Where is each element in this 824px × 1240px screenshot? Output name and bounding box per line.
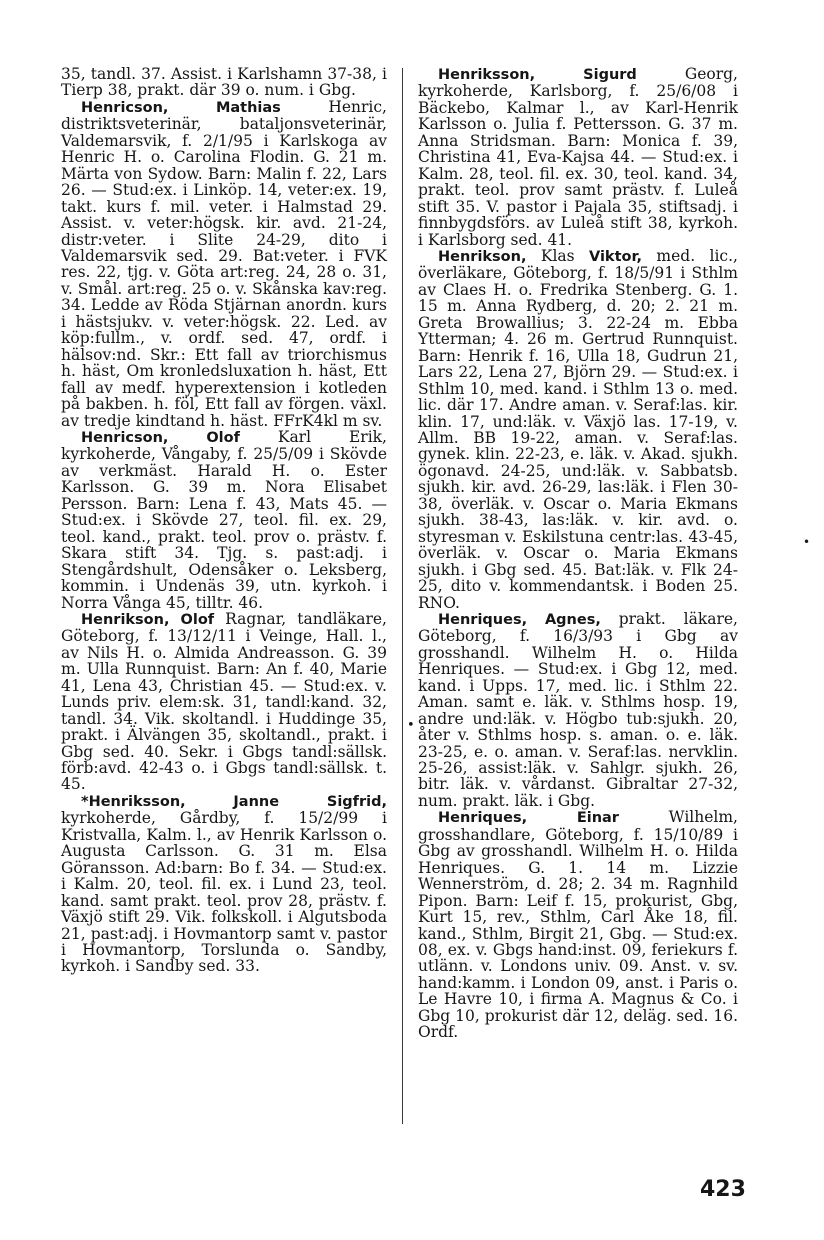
entry-given-name: Janne Sigfrid, [233, 793, 387, 810]
entry-henricson-mathias [61, 99, 387, 429]
entry-given-name: Sigurd [583, 67, 637, 83]
entry-body: Ragnar, tandläkare, Göteborg, f. 13/12/11 i Veinge, Hall. l., av Nils H. o. Almida Andreasson. G. 39 m. Ulla Runnquist. Barn: An f. 40, Marie 41, Lena 43, Christian 45. — Stud:ex. v. Lunds priv. elem:sk. 31, tandl:kand. 32, tandl. 34. Vik. skoltandl. i Huddinge 35, prakt. i Älvängen 35, skoltandl., prakt. i Gbg sed. 40. Sekr. i Gbgs tandl:sällsk. förb:avd. 42-43 o. i Gbgs tandl:sällsk. t. 45. [61, 609, 387, 794]
entry-body: kyrkoherde, Gårdby, f. 15/2/99 i Kristvalla, Kalm. l., av Henrik Karlsson o. Augusta Carlsson. G. 31 m. Elsa Göransson. Ad:barn: Bo f. 34. — Stud:ex. i Kalm. 20, teol. fil. ex. i Lund 23, teol. kand. samt prakt. teol. prov 28, prästv. f. Växjö stift 29. Vik. folkskoll. i Algutsboda 21, past:adj. i Hovmantorp samt v. pastor i Hovmantorp, Torslunda o. Sandby, kyrkoh. i Sandby sed. 33. [61, 809, 387, 976]
entry-given-name: Agnes, [544, 611, 601, 628]
entry-henrikson-olof [61, 611, 387, 793]
entry-henrikson-viktor [418, 248, 738, 611]
right-column [418, 66, 738, 1041]
entry-body: Karl Erik, kyrkoherde, Vångaby, f. 25/5/09 i Skövde av verkmäst. Harald H. o. Ester Karlsson. G. 39 m. Nora Elisabet Persson. Barn: Lena f. 43, Mats 45. — Stud:ex. i Skövde 27, teol. fil. ex. 29, teol. kand., prakt. teol. prov o. prästv. f. Skara stift 34. Tjg. s. past:adj. i Stengårdshult, Odensåker o. Leksberg, kommin. i Undenäs 39, utn. kyrkoh. i Norra Vånga 45, tilltr. 46. [61, 427, 387, 612]
entry-body: Henric, distriktsveterinär, bataljonsveterinär, Valdemarsvik, f. 2/1/95 i Karlskoga av Henric H. o. Carolina Flodin. G. 21 m. Märta von Sydow. Barn: Malin f. 22, Lars 26. — Stud:ex. i Linköp. 14, veter:ex. 19, takt. kurs f. mil. veter. i Halmstad 29. Assist. v. veter:högsk. kir. avd. 21-24, distr:veter. i Slite 24-29, dito i Valdemarsvik sed. 29. Bat:veter. i FVK res. 22, tjg. v. Göta art:reg. 24, 28 o. 31, v. Smål. art:reg. 25 o. v. Skånska kav:reg. 34. Ledde av Röda Stjärnan anordn. kurs i hästsjukv. v. veter:högsk. 22. Led. av köp:fullm., v. ordf. sed. 47, ordf. i hälsov:nd. Skr.: Ett fall av triorchismus h. häst, Om kronledsluxation h. häst, Ett fall av medf. hyperextension i kotleden på bakben. h. föl, Ett fall av förgen. växl. av tredje kindtand h. häst. FFrK4kl m sv. [61, 97, 387, 430]
entry-surname: *Henriksson, [81, 793, 186, 810]
entry-henriksson-janne [61, 793, 387, 975]
entry-henriques-agnes [418, 611, 738, 809]
entry-henricson-olof [61, 429, 387, 611]
entry-given-name: Mathias [215, 99, 281, 116]
entry-given-name: Viktor, [589, 248, 643, 265]
entry-prefix: Klas [540, 246, 575, 265]
entry-given-name: Olof [180, 611, 215, 628]
entry-body: med. lic., överläkare, Göteborg, f. 18/5/91 i Sthlm av Claes H. o. Fredrika Stenberg. G. 1. 15 m. Anna Rydberg, d. 20; 2. 21 m. Greta Browallius; 3. 22-24 m. Ebba Ytterman; 4. 26 m. Gertrud Runnquist. Barn: Henrik f. 16, Ulla 18, Gudrun 21, Lars 22, Lena 27, Björn 29. — Stud:ex. i Sthlm 10, med. kand. i Sthlm 13 o. med. lic. där 17. Andre aman. v. Seraf:las. kir. klin. 17, und:läk. v. Växjö las. 17-19, v. Allm. BB 19-22, aman. v. Seraf:las. gynek. klin. 22-23, e. läk. v. Akad. sjukh. ögonavd. 24-25, und:läk. v. Sabbatsb. sjukh. kir. avd. 26-29, las:läk. i Flen 30-38, överläk. v. Oscar o. Maria Ekmans sjukh. 38-43, las:läk. v. kir. avd. o. styresman v. Eskilstuna centr:las. 43-45, överläk. v. Oscar o. Maria Ekmans sjukh. i Gbg sed. 45. Bat:läk. v. Flk 24-25, dito v. kommendantsk. i Boden 25. RNO. [418, 246, 738, 612]
margin-mark: • [407, 718, 415, 733]
entry-given-name: Einar [576, 810, 619, 827]
entry-body: 35, tandl. 37. Assist. i Karlshamn 37-38, i Tierp 38, prakt. där 39 o. num. i Gbg. [61, 65, 387, 100]
entry-surname: Henriques, [438, 810, 528, 827]
margin-mark: • [803, 535, 811, 549]
entry-henriques-einar [418, 809, 738, 1040]
entry-surname: Henricson, [81, 99, 169, 116]
entry-henriksson-sigurd [418, 66, 738, 248]
entry-surname: Henrikson, [81, 611, 170, 628]
entry-body: Georg, kyrkoherde, Karlsborg, f. 25/6/08 i Bäckebo, Kalmar l., av Karl-Henrik Karlsson o. Julia f. Pettersson. G. 37 m. Anna Stridsman. Barn: Monica f. 39, Christina 41, Eva-Kajsa 44. — Stud:ex. i Kalm. 28, teol. fil. ex. 30, teol. kand. 34, prakt. teol. prov samt prästv. f. Luleå stift 35. V. pastor i Pajala 35, stiftsadj. i finnbygdsförs. av Luleå stift 38, kyrkoh. i Karlsborg sed. 41. [418, 65, 738, 249]
entry-surname: Henrikson, [438, 248, 527, 265]
column-divider [402, 68, 403, 1124]
entry-surname: Henriksson, [438, 67, 536, 83]
entry-body: prakt. läkare, Göteborg, f. 16/3/93 i Gbg av grosshandl. Wilhelm H. o. Hilda Henriques. — Stud:ex. i Gbg 12, med. kand. i Upps. 17, med. lic. i Sthlm 22. Aman. samt e. läk. v. Sthlms hosp. 19, andre und:läk. v. Högbo tub:sjukh. 20, åter v. Sthlms hosp. s. aman. o. e. läk. 23-25, e. o. aman. v. Seraf:las. nervklin. 25-26, assist:läk. v. Sahlgr. sjukh. 26, bitr. läk. v. vårdanst. Gibraltar 27-32, num. prakt. läk. i Gbg. [418, 609, 738, 810]
entry-continuation [61, 66, 387, 99]
entry-body: Wilhelm, grosshandlare, Göteborg, f. 15/10/89 i Gbg av grosshandl. Wilhelm H. o. Hilda Henriques. G. 1. 14 m. Lizzie Wennerström, d. 28; 2. 34 m. Ragnhild Pipon. Barn: Leif f. 15, prokurist, Gbg, Kurt 15, rev., Sthlm, Carl Åke 18, fil. kand., Sthlm, Birgit 21, Gbg. — Stud:ex. 08, ex. v. Gbgs hand:inst. 09, feriekurs f. utlänn. v. Londons univ. 09. Anst. v. sv. hand:kamm. i London 09, anst. i Paris o. Le Havre 10, i firma A. Magnus & Co. i Gbg 10, prokurist där 12, deläg. sed. 16. Ordf. [418, 808, 738, 1042]
left-column [61, 66, 387, 975]
entry-surname: Henricson, [81, 429, 169, 446]
entry-surname: Henriques, [438, 611, 528, 628]
page-number: 423 [700, 1177, 746, 1202]
entry-given-name: Olof [206, 429, 240, 446]
